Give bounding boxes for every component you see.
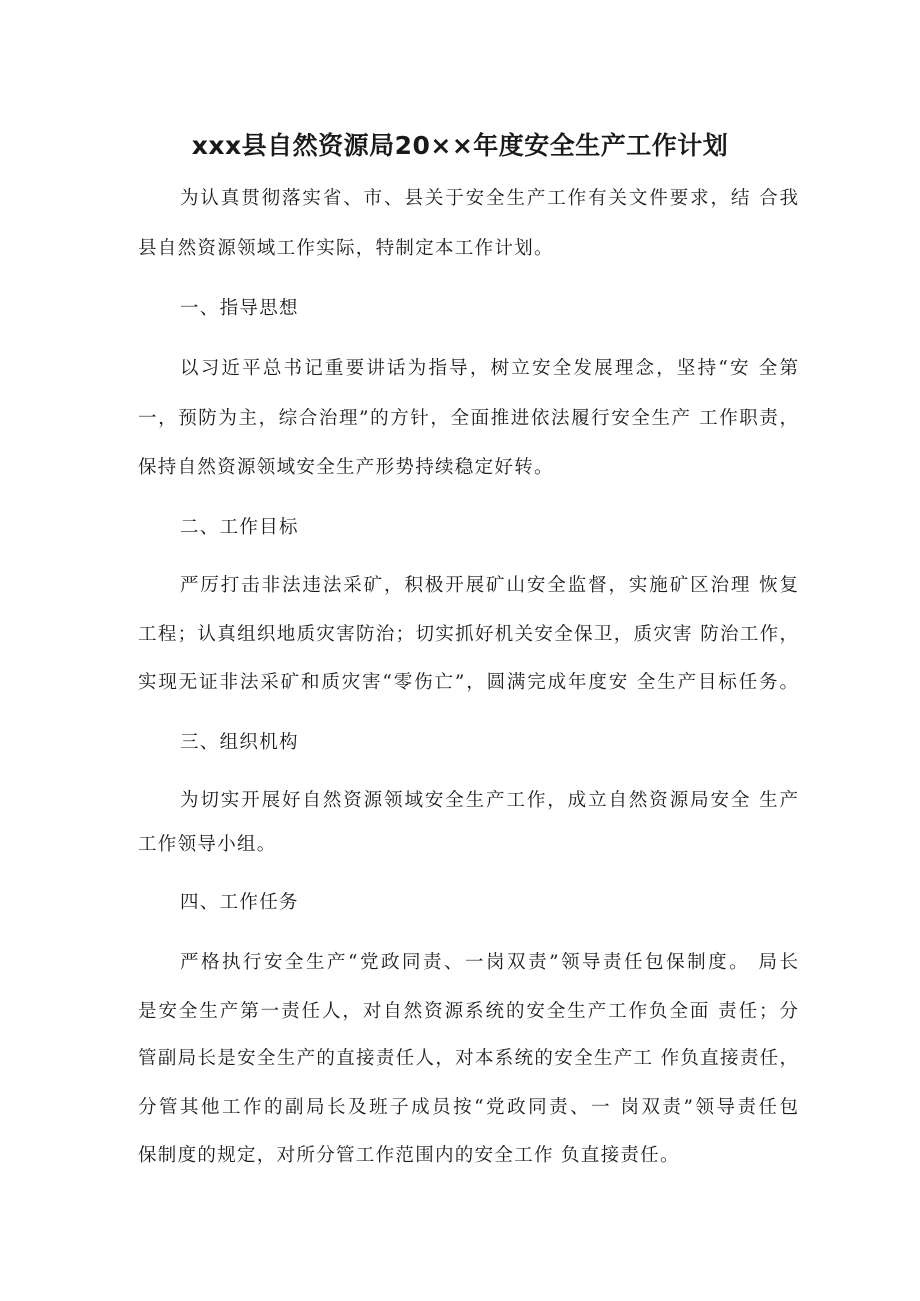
section-3-line-2: 工作领导小组。 bbox=[138, 834, 277, 855]
section-heading-organization: 三、组织机构 bbox=[180, 732, 299, 753]
document-title: xxx县自然资源局20××年度安全生产工作计划 bbox=[191, 131, 729, 160]
section-4-line-3: 管副局长是安全生产的直接责任人，对本系统的安全生产工 作负直接责任， bbox=[138, 1048, 798, 1069]
section-4-line-4: 分管其他工作的副局长及班子成员按“党政同责、一 岗双责”领导责任包 bbox=[138, 1097, 798, 1118]
intro-line-1: 为认真贯彻落实省、市、县关于安全生产工作有关文件要求，结 合我 bbox=[180, 188, 798, 209]
section-4-line-5: 保制度的规定，对所分管工作范围内的安全工作 负直接责任。 bbox=[138, 1145, 680, 1166]
section-4-line-1: 严格执行安全生产“党政同责、一岗双责”领导责任包保制度。 局长 bbox=[180, 952, 798, 973]
section-4-line-2: 是安全生产第一责任人，对自然资源系统的安全生产工作负全面 责任；分 bbox=[138, 1001, 798, 1022]
section-heading-work-tasks: 四、工作任务 bbox=[180, 892, 299, 913]
section-2-line-2: 工程；认真组织地质灾害防治；切实抓好机关安全保卫，质灾害 防治工作， bbox=[138, 624, 798, 645]
section-1-line-1: 以习近平总书记重要讲话为指导，树立安全发展理念，坚持“安 全第 bbox=[180, 358, 798, 379]
section-1-line-3: 保持自然资源领域安全生产形势持续稳定好转。 bbox=[138, 457, 554, 478]
section-2-line-3: 实现无证非法采矿和质灾害“零伤亡”，圆满完成年度安 全生产目标任务。 bbox=[138, 672, 798, 693]
section-3-line-1: 为切实开展好自然资源领域安全生产工作，成立自然资源局安全 生产 bbox=[180, 790, 798, 811]
section-2-line-1: 严厉打击非法违法采矿，积极开展矿山安全监督，实施矿区治理 恢复 bbox=[180, 575, 798, 596]
section-1-line-2: 一，预防为主，综合治理”的方针，全面推进依法履行安全生产 工作职责， bbox=[138, 408, 798, 429]
intro-line-2: 县自然资源领域工作实际，特制定本工作计划。 bbox=[138, 238, 554, 259]
section-heading-work-goals: 二、工作目标 bbox=[180, 517, 299, 538]
section-heading-guiding-ideology: 一、指导思想 bbox=[180, 298, 299, 319]
